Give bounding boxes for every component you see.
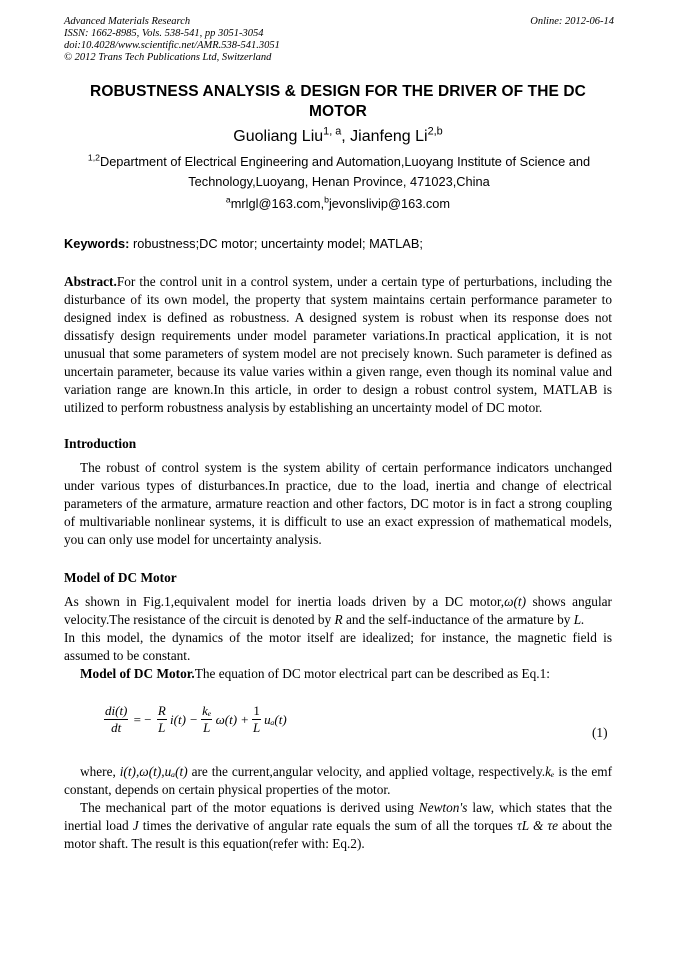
issn-line: ISSN: 1662-8985, Vols. 538-541, pp 3051-3054 <box>64 28 264 39</box>
eq-equals: = − <box>133 711 152 727</box>
equation-1 <box>104 703 287 736</box>
title-line-2: MOTOR <box>309 103 367 120</box>
eq-term2-fraction: $\frac{\text{kₑ}}{L}$ <box>202 703 212 735</box>
after-equation <box>64 763 612 853</box>
author-1-sup: 1, a <box>323 125 342 138</box>
model-heading: Model of DC Motor <box>64 570 177 585</box>
doi-line: doi:10.4028/www.scientific.net/AMR.538-541.3051 <box>64 40 280 51</box>
author-1: Guoliang Liu <box>233 128 324 145</box>
abstract <box>64 273 612 417</box>
model-paragraph-3: Model of DC Motor.The equation of DC motor electrical part can be described as Eq.1: <box>80 666 550 681</box>
paper-title <box>64 82 612 122</box>
model-section <box>64 593 612 683</box>
intro-heading: Introduction <box>64 436 137 451</box>
affiliation-line-1: Department of Electrical Engineering and Automation,Luoyang Institute of Science and <box>99 154 591 169</box>
intro-section <box>64 459 612 549</box>
affiliation-line-2: Technology,Luoyang, Henan Province, 471023,China <box>188 174 490 189</box>
eq-lhs-fraction: $\frac{di(t)}{dt}$ <box>105 703 128 735</box>
model-subheading: Model of DC Motor. <box>80 666 195 681</box>
email-a-sup: a <box>225 194 231 205</box>
eq-term3-var: uₐ(t) <box>264 711 287 727</box>
email-a[interactable]: mrlgl@163.com, <box>230 196 325 211</box>
online-date: Online: 2012-06-14 <box>530 16 614 27</box>
abstract-label: Abstract. <box>64 274 117 289</box>
model-paragraph-1: As shown in Fig.1,equivalent model for inertia loads driven by a DC motor,ω(t) shows angular velocity.The resistance of the circuit is denoted by R and the self-inductance of the armature by L. <box>64 594 612 627</box>
title-line-1: ROBUSTNESS ANALYSIS & DESIGN FOR THE DRIVER OF THE DC <box>90 83 586 100</box>
journal-header <box>64 16 614 64</box>
affiliation <box>80 152 598 192</box>
email-b-sup: b <box>324 194 329 205</box>
author-2-sup: 2,b <box>427 125 443 138</box>
eq-term1-var: i(t) − <box>170 711 198 727</box>
journal-name: Advanced Materials Research <box>64 16 191 27</box>
where-paragraph: where, i(t),ω(t),uₐ(t) are the current,angular velocity, and applied voltage, respectively.kₑ is the emf constant, depends on certain physical properties of the motor. <box>64 764 612 797</box>
affiliation-sup: 1,2 <box>87 152 100 163</box>
eq-term1-fraction: $\frac{R}{L}$ <box>157 703 166 735</box>
equation-number: (1) <box>592 725 608 740</box>
model-paragraph-2: In this model, the dynamics of the motor itself are idealized; for instance, the magnetic field is assumed to be constant. <box>64 630 612 663</box>
author-emails <box>64 196 612 212</box>
email-b[interactable]: jevonslivip@163.com <box>328 196 451 211</box>
author-separator: , <box>341 128 351 145</box>
eq-term3-fraction: $\frac{1}{L}$ <box>252 703 261 735</box>
intro-paragraph: The robust of control system is the system ability of certain performance indicators unchanged under various types of disturbances.In practice, due to the load, inertia and change of electrical parameters of the armature, armature reaction and other factors, DC motor is in fact a strong coupling of multivariable nonlinear systems, it is difficult to use an exact expression of mathematical models, you can only use model for uncertainty analysis. <box>64 460 612 547</box>
keywords-label: Keywords: <box>64 236 130 251</box>
author-2: Jianfeng Li <box>350 128 428 145</box>
copyright-line: © 2012 Trans Tech Publications Ltd, Switzerland <box>64 52 272 63</box>
abstract-text: For the control unit in a control system, under a certain type of perturbations, including the disturbance of its own model, the property that system maintains certain performance parameter to designed index is defined as robustness. A designed system is robust when its response does not dissatisfy design requirements under model parameter variations.In practical application, it is not unusual that some parameters of system model are not precisely known. Such parameter is defined as uncertain parameter, because its value varies within a given range, even though its nominal value and variation range are known.In this article, in order to design a robust control system, MATLAB is utilized to perform robustness analysis by establishing an uncertainty model of DC motor. <box>64 274 612 415</box>
keywords <box>64 236 612 252</box>
author-line <box>64 126 612 148</box>
mechanical-paragraph: The mechanical part of the motor equations is derived using Newton's law, which states that the inertial load J times the derivative of angular rate equals the sum of all the torques τL & τe about the motor shaft. The result is this equation(refer with: Eq.2). <box>64 800 612 851</box>
keywords-text: robustness;DC motor; uncertainty model; MATLAB; <box>129 236 423 251</box>
eq-term2-var: ω(t) + <box>215 711 250 727</box>
